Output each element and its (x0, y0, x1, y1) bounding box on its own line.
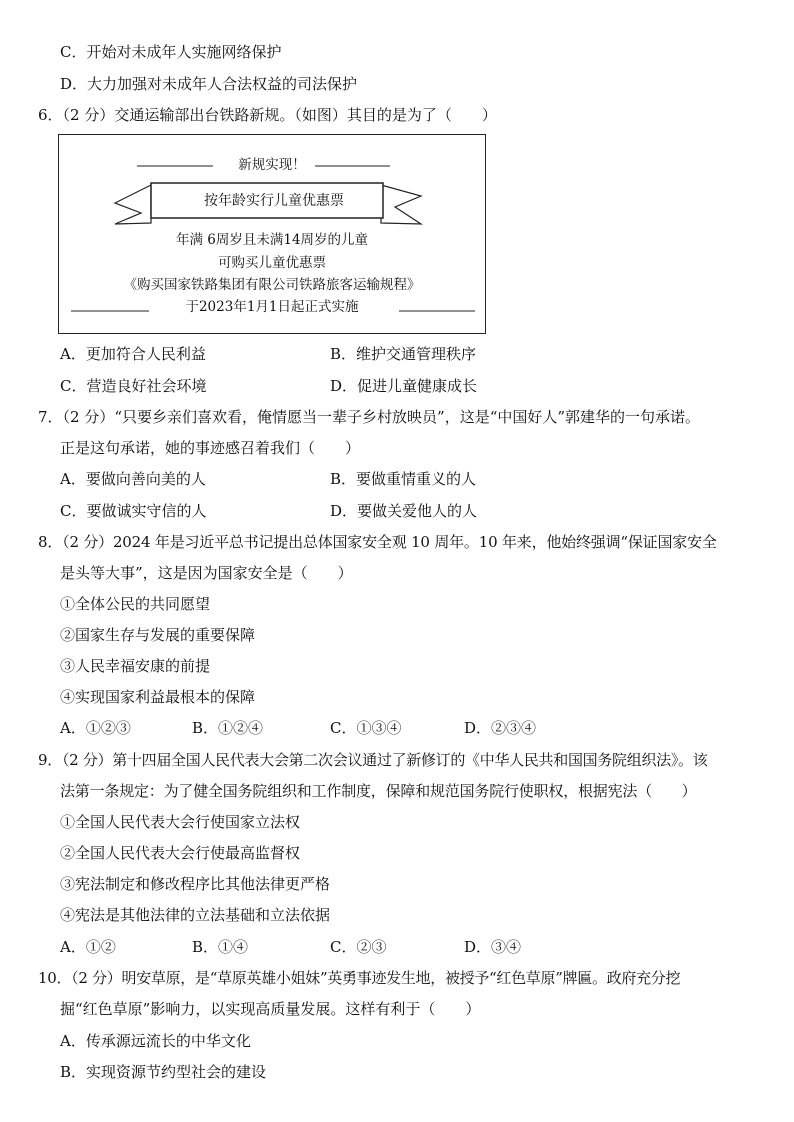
q6-option-c: C．营造良好社会环境 (60, 377, 207, 395)
q5-option-c: C．开始对未成年人实施网络保护 (60, 43, 282, 61)
q8-stem-line-1: 8．（2 分）2024 年是习近平总书记提出总体国家安全观 10 周年。10 年来，他始终强调“保证国家安全 (38, 533, 717, 551)
q7-option-d: D．要做关爱他人的人 (330, 502, 478, 520)
q9-stem-line-1: 9．（2 分）第十四届全国人民代表大会第二次会议通过了新修订的《中华人民共和国国务院组织法》。该 (38, 751, 708, 769)
q8-item-3: ③人民幸福安康的前提 (60, 657, 211, 675)
q8-option-b: B．①②④ (192, 719, 264, 737)
q9-stem-line-2: 法第一条规定：为了健全国务院组织和工作制度，保障和规范国务院行使职权，根据宪法（ ） (60, 782, 697, 800)
q8-item-4: ④实现国家利益最根本的保障 (60, 688, 256, 706)
q8-option-a: A．①②③ (60, 719, 131, 737)
q6-figure-notice (58, 134, 486, 334)
q9-item-1: ①全国人民代表大会行使国家立法权 (60, 813, 301, 831)
q10-stem-line-2: 掘“红色草原”影响力，以实现高质量发展。这样有利于（ ） (60, 1000, 481, 1018)
q6-option-a: A．更加符合人民利益 (60, 345, 206, 363)
q10-stem-line-1: 10．（2 分）明安草原，是“草原英雄小姐妹”英勇事迹发生地，被授予“红色草原”牌匾。政府充分挖 (38, 969, 681, 987)
q7-option-b: B．要做重情重义的人 (330, 470, 477, 488)
notice-line-4: 于2023年1月1日起正式实施 (185, 299, 359, 315)
q9-option-d: D．③④ (464, 938, 522, 956)
q10-option-b: B．实现资源节约型社会的建设 (60, 1063, 267, 1081)
q9-item-2: ②全国人民代表大会行使最高监督权 (60, 844, 301, 862)
q5-option-d: D．大力加强对未成年人合法权益的司法保护 (60, 75, 358, 93)
q9-option-b: B．①④ (192, 938, 249, 956)
q7-stem-line-2: 正是这句承诺，她的事迹感召着我们（ ） (60, 439, 361, 457)
q6-option-b: B．维护交通管理秩序 (330, 345, 477, 363)
q7-stem-line-1: 7．（2 分）“只要乡亲们喜欢看，俺情愿当一辈子乡村放映员”，这是“中国好人”郭建华的一句承诺。 (38, 408, 701, 426)
q6-option-d: D．促进儿童健康成长 (330, 377, 478, 395)
q7-option-c: C．要做诚实守信的人 (60, 502, 207, 520)
q9-option-c: C．②③ (330, 938, 387, 956)
banner-text: 按年龄实行儿童优惠票 (204, 193, 344, 209)
q9-item-4: ④宪法是其他法律的立法基础和立法依据 (60, 906, 331, 924)
q8-option-c: C．①③④ (330, 719, 402, 737)
q8-item-2: ②国家生存与发展的重要保障 (60, 626, 256, 644)
notice-line-1: 年满 6周岁且未满14周岁的儿童 (175, 232, 369, 248)
q8-stem-line-2: 是头等大事”，这是因为国家安全是（ ） (60, 564, 353, 582)
q9-item-3: ③宪法制定和修改程序比其他法律更严格 (60, 875, 331, 893)
notice-heading: 新规实现！ (238, 157, 306, 173)
q8-option-d: D．②③④ (464, 719, 537, 737)
q9-option-a: A．①② (60, 938, 116, 956)
notice-line-2: 可购买儿童优惠票 (218, 255, 326, 271)
notice-line-3: 《购买国家铁路集团有限公司铁路旅客运输规程》 (123, 277, 421, 293)
q8-item-1: ①全体公民的共同愿望 (60, 595, 211, 613)
q6-stem: 6．（2 分）交通运输部出台铁路新规。（如图）其目的是为了（ ） (38, 106, 497, 124)
q10-option-a: A．传承源远流长的中华文化 (60, 1032, 251, 1050)
q7-option-a: A．要做向善向美的人 (60, 470, 206, 488)
